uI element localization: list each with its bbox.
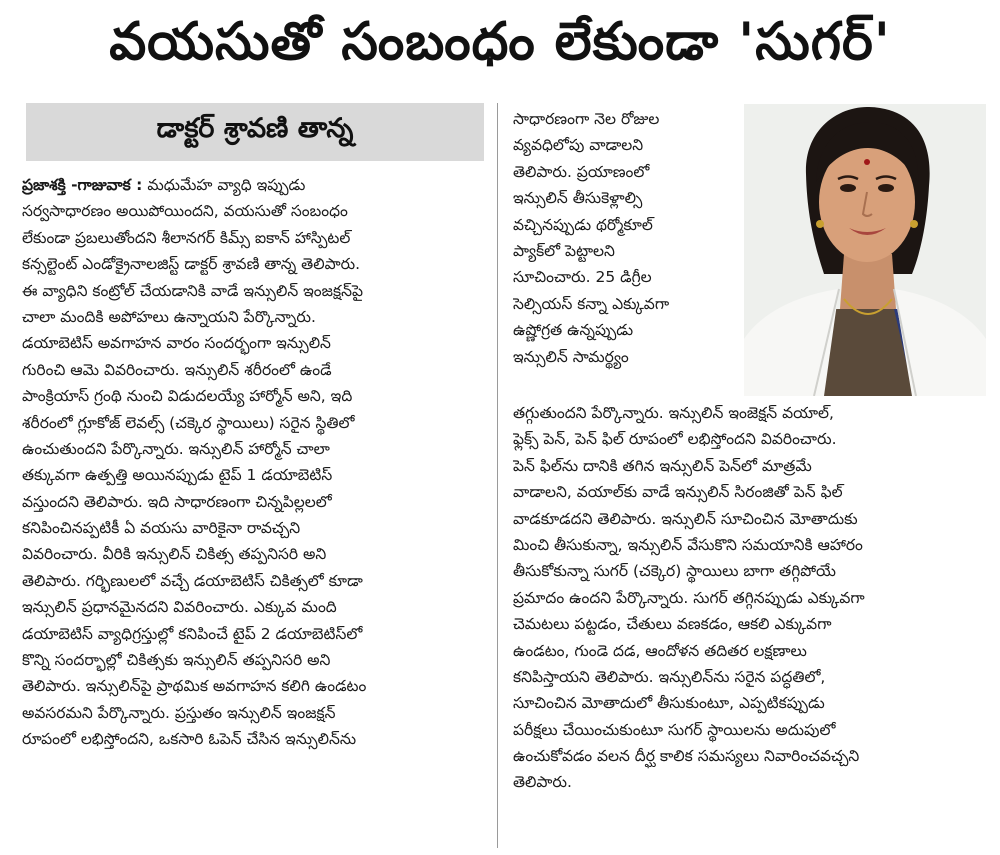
body-line: తీసుకోకున్నా సుగర్ (చక్కెర) స్థాయిలు బాగా తగ్గిపోయే <box>513 562 836 581</box>
body-line: ఇన్సులిన్ సామర్థ్యం <box>513 347 629 366</box>
body-line: కనిపించినప్పటికీ ఏ వయసు వారికైనా రావచ్చని <box>22 519 301 538</box>
right-column-top <box>513 106 733 370</box>
body-line: రూపంలో లభిస్తోందని, ఒకసారి ఓపెన్ చేసిన ఇన్సులిన్‌ను <box>22 730 357 749</box>
body-line: ఇన్సులిన్ ప్రధానమైనదని వివరించారు. ఎక్కువ మంది <box>22 598 337 617</box>
body-line: తెలిపారు. ఇన్సులిన్‌పై ప్రాథమిక అవగాహన కలిగి ఉండటం <box>22 677 367 696</box>
body-line: పెన్ ఫిల్‌ను దానికి తగిన ఇన్సులిన్ పెన్‌లో మాత్రమే <box>513 456 812 475</box>
body-line: ఉంచుతుందని పేర్కొన్నారు. ఇన్సులిన్ హార్మోన్ చాలా <box>22 439 330 458</box>
body-line: ప్యాక్‌లో పెట్టాలని <box>513 241 615 260</box>
body-line: పాంక్రియాస్ గ్రంథి నుంచి విడుదలయ్యే హార్మోన్ అని, ఇది <box>22 387 353 406</box>
first-line <box>22 172 488 198</box>
body-line: శరీరంలో గ్లూకోజ్ లెవల్స్ (చక్కెర స్థాయిలు) సరైన స్థితిలో <box>22 413 355 432</box>
body-line: ఇన్సులిన్ తీసుకెళ్లాల్సి <box>513 189 643 208</box>
body-line: కన్సల్టెంట్ ఎండోక్రైనాలజిస్ట్ డాక్టర్ శ్రావణి తాన్న తెలిపారు. <box>22 255 361 274</box>
body-line: ఉంచుకోవడం వలన దీర్ఘ కాలిక సమస్యలు నివారించవచ్చని <box>513 747 860 766</box>
body-line: సాధారణంగా నెల రోజుల <box>513 110 660 128</box>
right-column-bottom <box>513 400 983 796</box>
body-line: సూచించారు. 25 డిగ్రీల <box>513 268 652 287</box>
body-line: లేకుండా ప్రబలుతోందని శీలానగర్ కిమ్స్ ఐకాన్ హాస్పిటల్ <box>22 228 351 247</box>
body-line: తగ్గుతుందని పేర్కొన్నారు. ఇన్సులిన్ ఇంజెక్షన్ వయాల్, <box>513 404 834 422</box>
body-line: వాడకూడదని తెలిపారు. ఇన్సులిన్ సూచించిన మోతాదుకు <box>513 509 858 528</box>
body-line: తెలిపారు. <box>513 773 572 792</box>
body-line: గురించి ఆమె వివరించారు. ఇన్సులిన్ శరీరంలో ఉండే <box>22 360 332 379</box>
byline <box>26 103 484 161</box>
body-line: ప్రమాదం ఉందని పేర్కొన్నారు. సుగర్ తగ్గినప్పుడు ఎక్కువగా <box>513 588 865 607</box>
body-line: ఉష్ణోగ్రత ఉన్నప్పుడు <box>513 321 634 340</box>
body-line: తక్కువగా ఉత్పత్తి అయినప్పుడు టైప్ 1 డయాబెటిస్ <box>22 466 333 485</box>
body-line: కనిపిస్తాయని తెలిపారు. ఇన్సులిన్‌ను సరైన పద్ధతిలో, <box>513 667 826 686</box>
body-line: వస్తుందని తెలిపారు. ఇది సాధారణంగా చిన్నపిల్లలలో <box>22 492 332 511</box>
headline: వయసుతో సంబంధం లేకుండా 'సుగర్' <box>109 11 891 72</box>
body-line: మధుమేహ వ్యాధి ఇప్పుడు <box>147 176 306 194</box>
left-column <box>22 172 488 753</box>
body-line: పరీక్షలు చేయించుకుంటూ సుగర్ స్థాయిలను అదుపులో <box>513 720 836 739</box>
body-line: వివరించారు. వీరికి ఇన్సులిన్ చికిత్స తప్పనిసరి అని <box>22 545 327 564</box>
body-line: వాడాలని, వయాల్‌కు వాడే ఇన్సులిన్ సిరంజితో పెన్ ఫిల్ <box>513 483 843 502</box>
body-line: సర్వసాధారణం అయిపోయిందని, వయసుతో సంబంధం <box>22 202 348 221</box>
body-line: వ్యవధిలోపు వాడాలని <box>513 136 644 155</box>
body-line: వచ్చినప్పుడు థర్మోకూల్ <box>513 215 653 234</box>
body-line: ఫ్లెక్స్ పెన్, పెన్ ఫిల్ రూపంలో లభిస్తోందని వివరించారు. <box>513 430 837 449</box>
body-line: డయాబెటిస్ అవగాహన వారం సందర్భంగా ఇన్సులిన్ <box>22 334 331 353</box>
body-line: తెలిపారు. ప్రయాణంలో <box>513 162 650 181</box>
body-line: కొన్ని సందర్భాల్లో చికిత్సకు ఇన్సులిన్ తప్పనిసరి అని <box>22 651 331 670</box>
byline-text: డాక్టర్ శ్రావణి తాన్న <box>156 113 354 144</box>
body-line: ఉండటం, గుండె దడ, ఆందోళన తదితర లక్షణాలు <box>513 641 807 660</box>
body-line: సూచించిన మోతాదులో తీసుకుంటూ, ఎప్పటికప్పుడు <box>513 694 825 713</box>
dateline: ప్రజాశక్తి -గాజువాక : <box>22 176 143 194</box>
body-line: మించి తీసుకున్నా, ఇన్సులిన్ వేసుకొని సమయానికి ఆహారం <box>513 535 863 554</box>
body-line: అవసరమని పేర్కొన్నారు. ప్రస్తుతం ఇన్సులిన్ ఇంజక్షన్ <box>22 703 336 722</box>
column-divider <box>497 103 498 848</box>
body-line: చెమటలు పట్టడం, చేతులు వణకడం, ఆకలి ఎక్కువగా <box>513 615 832 634</box>
body-line: ఈ వ్యాధిని కంట్రోల్ చేయడానికి వాడే ఇన్సులిన్ ఇంజక్షన్‌పై <box>22 281 363 300</box>
body-line: తెలిపారు. గర్భిణులలో వచ్చే డయాబెటిస్ చికిత్సలో కూడా <box>22 571 363 590</box>
body-line: సెల్సియస్ కన్నా ఎక్కువగా <box>513 294 670 313</box>
body-line: చాలా మందికి అపోహలు ఉన్నాయని పేర్కొన్నారు. <box>22 307 316 326</box>
doctor-portrait-photo <box>744 104 986 396</box>
body-line: డయాబెటిస్ వ్యాధిగ్రస్తుల్లో కనిపించే టైప్ 2 డయాబెటిస్‌లో <box>22 624 363 643</box>
